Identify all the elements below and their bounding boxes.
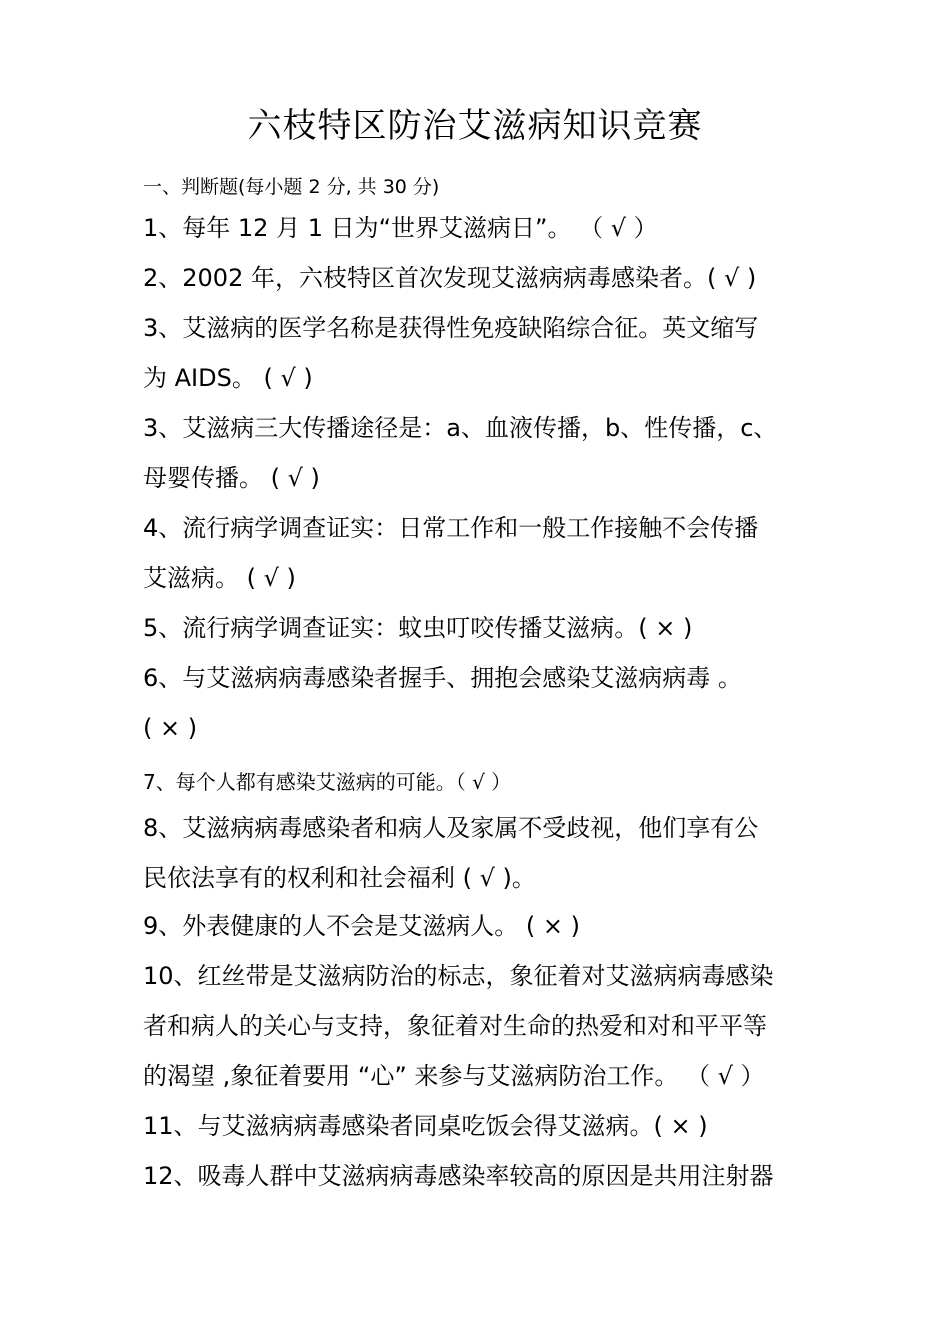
question-line: 2、2002 年，六枝特区首次发现艾滋病病毒感染者。( √ ) [143, 264, 757, 292]
question-line: 者和病人的关心与支持，象征着对生命的热爱和对和平平等 [143, 1012, 767, 1040]
question-line: 母婴传播。 ( √ ) [143, 464, 320, 492]
question-line: 9、外表健康的人不会是艾滋病人。 ( × ) [143, 912, 580, 940]
document-title: 六枝特区防治艾滋病知识竞赛 [247, 106, 703, 146]
question-line: 民依法享有的权利和社会福利 ( √ )。 [143, 864, 536, 892]
question-line: 7、每个人都有感染艾滋病的可能。（ √ ） [143, 770, 512, 794]
question-line: 的渴望 ,象征着要用 “心” 来参与艾滋病防治工作。 （ √ ） [143, 1062, 765, 1090]
question-line: 5、流行病学调查证实：蚊虫叮咬传播艾滋病。( × ) [143, 614, 693, 642]
question-line: 为 AIDS。 ( √ ) [143, 364, 313, 392]
question-line: 4、流行病学调查证实：日常工作和一般工作接触不会传播 [143, 514, 759, 542]
section-heading: 一、判断题(每小题 2 分, 共 30 分) [143, 176, 440, 198]
question-line: 10、红丝带是艾滋病防治的标志，象征着对艾滋病病毒感染 [143, 962, 774, 990]
question-line: 11、与艾滋病病毒感染者同桌吃饭会得艾滋病。( × ) [143, 1112, 708, 1140]
question-line: ( × ) [143, 714, 198, 742]
question-line: 12、吸毒人群中艾滋病病毒感染率较高的原因是共用注射器 [143, 1162, 774, 1190]
question-line: 3、艾滋病的医学名称是获得性免疫缺陷综合征。英文缩写 [143, 314, 759, 342]
question-line: 艾滋病。 ( √ ) [143, 564, 296, 592]
question-line: 3、艾滋病三大传播途径是：a、血液传播，b、性传播，c、 [143, 414, 778, 442]
question-line: 1、每年 12 月 1 日为“世界艾滋病日”。 （ √ ） [143, 214, 658, 242]
question-line: 8、艾滋病病毒感染者和病人及家属不受歧视，他们享有公 [143, 814, 759, 842]
question-line: 6、与艾滋病病毒感染者握手、拥抱会感染艾滋病病毒 。 [143, 664, 742, 692]
